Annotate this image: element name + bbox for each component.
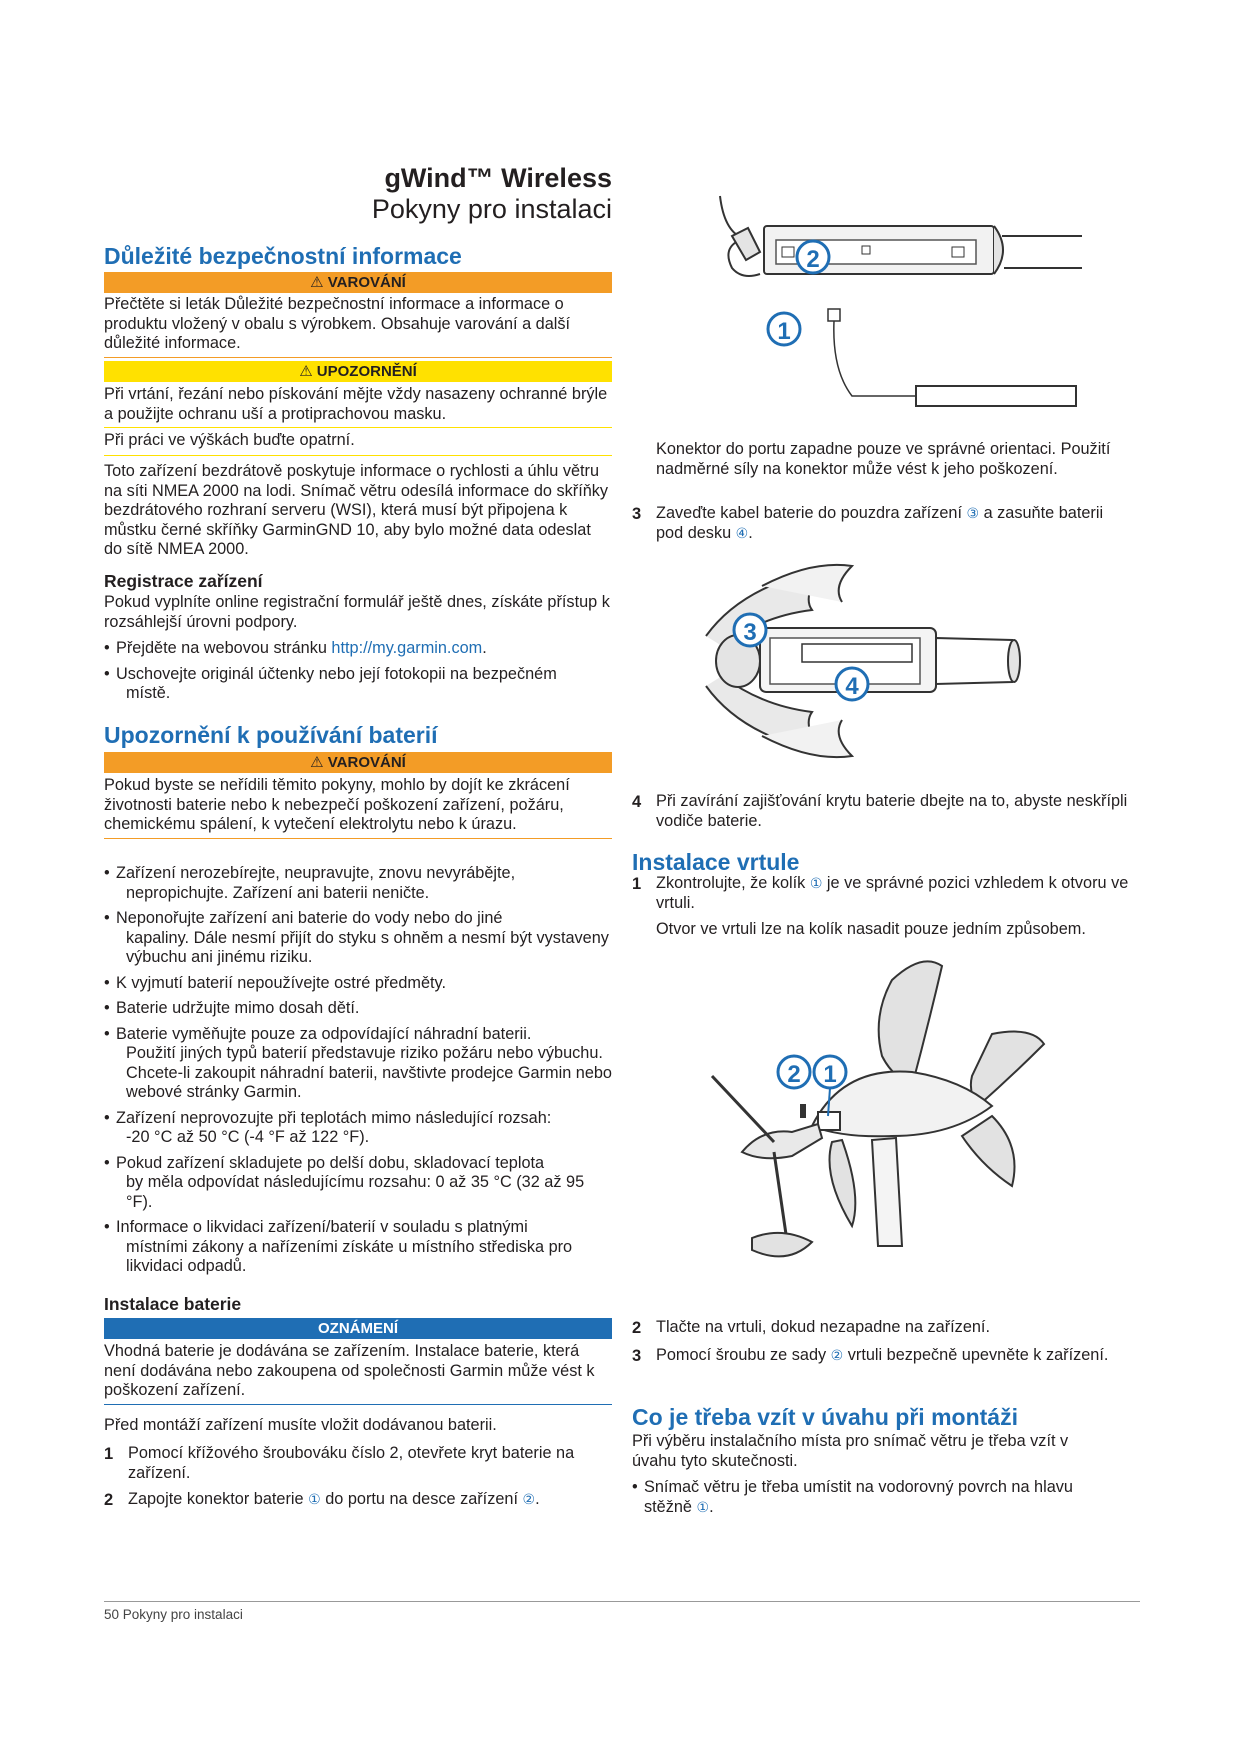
step-text: Pomocí křížového šroubováku číslo 2, otevřete kryt baterie na zařízení. (128, 1444, 575, 1482)
warning-label: ⚠ VAROVÁNÍ (104, 272, 612, 293)
text-run: . (535, 1490, 540, 1508)
callout-4-ref: ④ (735, 524, 749, 541)
list-item-text: Baterie udržujte mimo dosah dětí. (116, 999, 360, 1017)
caution-label: ⚠ UPOZORNĚNÍ (104, 361, 612, 382)
step-text: Při zavírání zajišťování krytu baterie dbejte na to, abyste neskřípli vodiče baterie. (656, 792, 1128, 830)
callout-2-ref: ② (830, 1347, 844, 1363)
list-item-text: -20 °C až 50 °C (-4 °F až 122 °F). (126, 1128, 370, 1146)
list-item-text: . (482, 639, 487, 657)
safety-warning-box (104, 272, 612, 358)
list-item-text: Uschovejte originál účtenky nebo její fotokopii na bezpečném (116, 664, 557, 683)
install-battery-heading: Instalace baterie (104, 1294, 242, 1314)
install-step-1 (104, 1444, 612, 1483)
list-item (632, 1478, 1122, 1517)
garmin-link[interactable]: http://my.garmin.com (331, 639, 483, 657)
step-number: 1 (104, 1445, 114, 1463)
step-number: 4 (632, 793, 642, 811)
list-item-text: Pokud zařízení skladujete po delší dobu, skladovací teplota (116, 1153, 545, 1172)
battery-heading: Upozornění k používání baterií (104, 722, 438, 748)
text-run: vrtuli bezpečně upevněte k zařízení. (843, 1346, 1109, 1364)
list-item-text: místními zákony a nařízeními získáte u místního střediska pro likvidaci odpadů. (126, 1237, 573, 1275)
connector-note: Konektor do portu zapadne pouze ve správné orientaci. Použití nadměrné síly na konektor může vést k jeho poškození. (656, 440, 1111, 478)
safety-heading: Důležité bezpečnostní informace (104, 243, 462, 269)
callout-4: 4 (845, 673, 859, 700)
document-subtitle: Pokyny pro instalaci (371, 194, 612, 224)
list-item-text: Baterie vyměňujte pouze za odpovídající náhradní baterii. (116, 1024, 532, 1043)
text-run: Zaveďte kabel baterie do pouzdra zařízení (656, 504, 967, 522)
callout-3: 3 (743, 619, 757, 646)
registration-text: Pokud vyplníte online registrační formulář ještě dnes, získáte přístup k rozsáhlejší úrovni podpory. (104, 593, 610, 631)
step-number: 3 (632, 505, 642, 523)
battery-insertion-figure (702, 556, 1082, 766)
step-text (656, 504, 1132, 543)
text-run: a zasuňte baterii pod desku (656, 504, 1104, 542)
step-number: 3 (632, 1347, 642, 1365)
safety-caution-box (104, 361, 612, 456)
text-run: Pomocí šroubu ze sady (656, 1346, 831, 1364)
list-item (104, 999, 612, 1019)
registration-heading: Registrace zařízení (104, 571, 263, 591)
propeller-heading: Instalace vrtule (632, 849, 800, 875)
list-item (104, 909, 612, 968)
install-step-3 (632, 504, 1132, 543)
step-number: 1 (632, 875, 642, 893)
warning-text: Pokud byste se neřídili těmito pokyny, mohlo by dojít ke zkrácení životnosti baterie nebo k nebezpečí poškození zařízení, požáru, chemickému spálení, k vytečení elektrolytu nebo k úrazu. (104, 773, 612, 839)
pre-install-text: Před montáží zařízení musíte vložit dodávanou baterii. (104, 1416, 497, 1434)
step-text (656, 1346, 1132, 1366)
battery-connector-figure (702, 190, 1102, 420)
callout-2: 2 (787, 1061, 801, 1088)
warning-text: Přečtěte si leták Důležité bezpečnostní informace a informace o produktu vložený v obalu s výrobkem. Obsahuje varování a další důležité informace. (104, 293, 612, 358)
step-note: Otvor ve vrtuli lze na kolík nasadit pouze jedním způsobem. (656, 920, 1086, 938)
step-text (128, 1490, 612, 1510)
list-item-text: Zařízení neprovozujte při teplotách mimo následující rozsah: (116, 1108, 552, 1127)
document-title (372, 163, 612, 224)
step-number: 2 (104, 1491, 114, 1509)
list-item (104, 864, 612, 903)
text-run: Zkontrolujte, že kolík (656, 874, 810, 892)
callout-2: 2 (806, 246, 820, 273)
intro-text: Toto zařízení bezdrátově poskytuje informace o rychlosti a úhlu větru na síti NMEA 2000 na lodi. Snímač větru odesílá informace do skříňky bezdrátového rozhraní serveru (WSI), která musí být připojena k můstku černé skříňky GarminGND 10, aby bylo možné data odeslat do sítě NMEA 2000. (104, 462, 609, 558)
list-item-text: nepropichujte. Zařízení ani baterii neničte. (126, 883, 430, 902)
list-item (104, 1154, 612, 1213)
list-item-text: Zařízení nerozebírejte, neupravujte, znovu nevyrábějte, (116, 864, 516, 882)
text-run: je ve správné pozici vzhledem k otvoru ve vrtuli. (656, 874, 1129, 912)
list-item-text: Neponořujte zařízení ani baterie do vody nebo do jiné (116, 909, 503, 927)
notice-box (104, 1318, 612, 1405)
list-item-text: . (709, 1497, 714, 1516)
battery-warning-box (104, 752, 612, 839)
install-step-4 (632, 792, 1132, 831)
mounting-heading: Co je třeba vzít v úvahu při montáži (632, 1404, 1018, 1430)
step-text (656, 874, 1132, 913)
callout-1: 1 (823, 1061, 837, 1088)
callout-1-ref: ① (696, 1498, 710, 1515)
text-run: Zapojte konektor baterie (128, 1490, 309, 1508)
mounting-text: Při výběru instalačního místa pro snímač větru je třeba vzít v úvahu tyto skutečnosti. (632, 1432, 1069, 1470)
caution-text: Při vrtání, řezání nebo pískování mějte vždy nasazeny ochranné brýle a použijte ochranu uší a protiprachovou masku. (104, 382, 612, 428)
registration-list (104, 639, 612, 710)
list-item-text: Použití jiných typů baterií představuje riziko požáru nebo výbuchu. Chcete-li zakoupit náhradní baterii, navštivte prodejce Garmin nebo webové stránky Garmin. (126, 1044, 612, 1101)
list-item (104, 665, 612, 704)
propeller-step-2 (632, 1318, 1132, 1338)
list-item-text: Informace o likvidaci zařízení/baterií v souladu s platnými (116, 1218, 528, 1236)
propeller-step-3 (632, 1346, 1132, 1366)
list-item (104, 1218, 612, 1277)
footer-text: 50 Pokyny pro instalaci (104, 1607, 243, 1622)
page-footer (104, 1601, 1140, 1622)
notice-text: Vhodná baterie je dodávána se zařízením. Instalace baterie, která není dodávána nebo zakoupena od společnosti Garmin může vést k poškození zařízení. (104, 1339, 612, 1405)
propeller-figure (692, 956, 1092, 1296)
callout-1: 1 (777, 318, 791, 345)
warning-label: ⚠ VAROVÁNÍ (104, 752, 612, 773)
text-run: . (748, 523, 753, 542)
list-item (104, 1025, 612, 1103)
list-item-text: Snímač větru je třeba umístit na vodorovný povrch na hlavu stěžně (644, 1478, 1073, 1516)
product-name: gWind™ Wireless (384, 163, 612, 193)
list-item-text: by měla odpovídat následujícímu rozsahu: 0 až 35 °C (32 až 95 °F). (126, 1173, 585, 1211)
caution-text-heights: Při práci ve výškách buďte opatrní. (104, 428, 612, 456)
callout-3-ref: ③ (966, 505, 980, 521)
propeller-step-1 (632, 874, 1132, 940)
list-item-text: kapaliny. Dále nesmí přijít do styku s ohněm a nesmí být vystaveny výbuchu ani jinému riziku. (126, 928, 609, 966)
callout-2-ref: ② (522, 1491, 536, 1507)
list-item-text: K vyjmutí baterií nepoužívejte ostré předměty. (116, 973, 446, 992)
list-item (104, 974, 612, 994)
step-text: Tlačte na vrtuli, dokud nezapadne na zařízení. (656, 1318, 990, 1336)
callout-1-ref: ① (809, 875, 823, 891)
text-run: do portu na desce zařízení (320, 1490, 523, 1508)
install-step-2 (104, 1490, 612, 1510)
battery-list (104, 864, 612, 1283)
mounting-list (632, 1478, 1122, 1523)
list-item (104, 1109, 612, 1148)
step-number: 2 (632, 1319, 642, 1337)
list-item (104, 639, 612, 659)
callout-1-ref: ① (308, 1491, 321, 1507)
notice-label: OZNÁMENÍ (104, 1318, 612, 1339)
list-item-text: Přejděte na webovou stránku (116, 639, 332, 657)
list-item-text: místě. (126, 684, 171, 702)
